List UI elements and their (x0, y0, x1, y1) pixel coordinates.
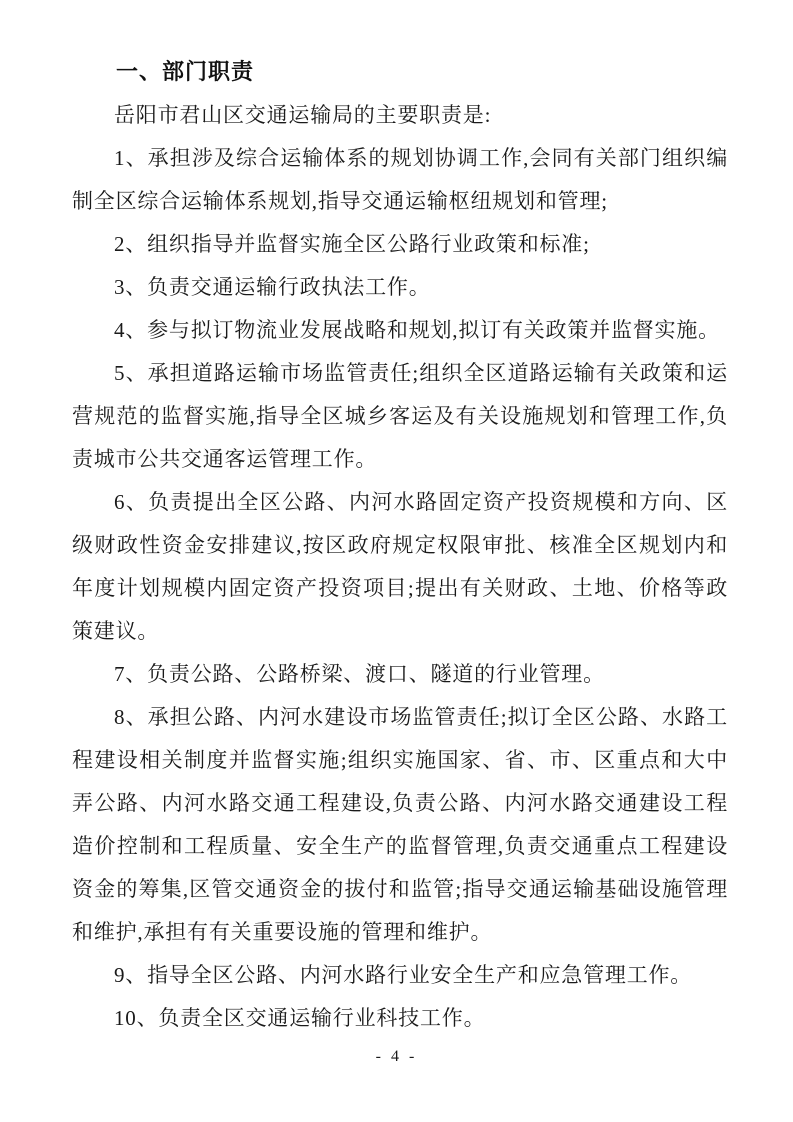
document-body (72, 50, 728, 1040)
duty-item-4: 4、参与拟订物流业发展战略和规划,拟订有关政策并监督实施。 (114, 318, 720, 342)
duty-item-5: 5、承担道路运输市场监管责任;组织全区道路运输有关政策和运营规范的监督实施,指导全区城乡客运及有关设施规划和管理工作,负责城市公共交通客运管理工作。 (72, 361, 728, 471)
duty-item-10: 10、负责全区交通运输行业科技工作。 (114, 1006, 486, 1030)
duty-item-1: 1、承担涉及综合运输体系的规划协调工作,会同有关部门组织编制全区综合运输体系规划,指导交通运输枢纽规划和管理; (72, 146, 728, 213)
section-heading: 一、部门职责 (116, 59, 255, 84)
duty-item-2: 2、组织指导并监督实施全区公路行业政策和标准; (114, 232, 590, 256)
duty-item-9: 9、指导全区公路、内河水路行业安全生产和应急管理工作。 (114, 963, 693, 987)
duty-item-3: 3、负责交通运输行政执法工作。 (114, 275, 431, 299)
duty-item-6: 6、负责提出全区公路、内河水路固定资产投资规模和方向、区级财政性资金安排建议,按区政府规定权限审批、核准全区规划内和年度计划规模内固定资产投资项目;提出有关财政、土地、价格等政策建议。 (72, 490, 728, 643)
duty-item-8: 8、承担公路、内河水建设市场监管责任;拟订全区公路、水路工程建设相关制度并监督实施;组织实施国家、省、市、区重点和大中弄公路、内河水路交通工程建设,负责公路、内河水路交通建设工程造价控制和工程质量、安全生产的监督管理,负责交通重点工程建设资金的筹集,区管交通资金的拔付和监管;指导交通运输基础设施管理和维护,承担有有关重要设施的管理和维护。 (72, 705, 728, 944)
page-number: - 4 - (375, 1048, 418, 1065)
intro-paragraph: 岳阳市君山区交通运输局的主要职责是: (114, 103, 492, 127)
duty-item-7: 7、负责公路、公路桥梁、渡口、隧道的行业管理。 (114, 662, 605, 686)
